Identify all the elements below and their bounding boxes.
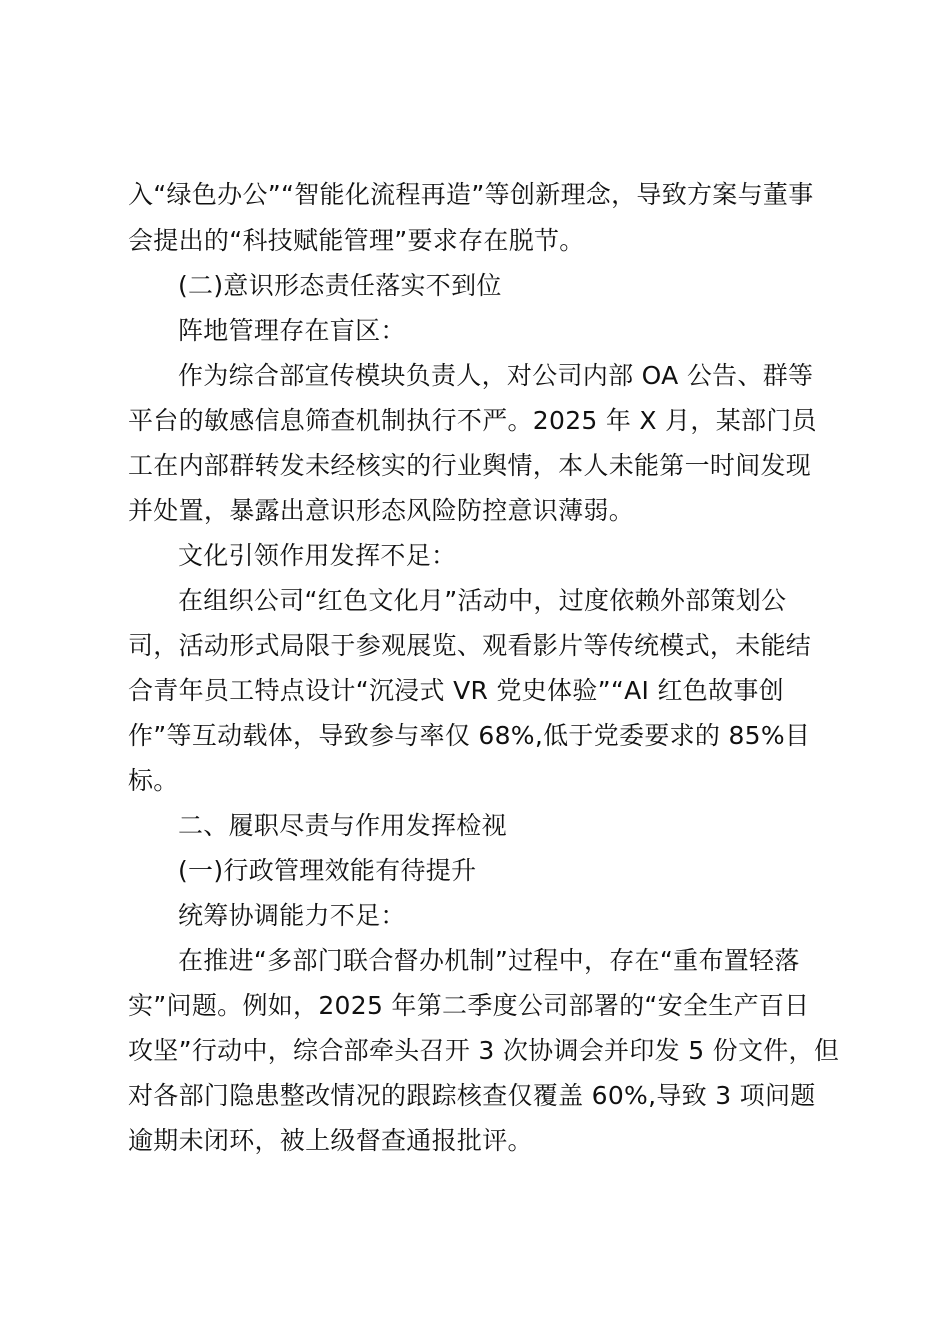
subheading-position-management: 阵地管理存在盲区： bbox=[178, 316, 406, 345]
paragraph-line-5: 作为综合部宣传模块负责人，对公司内部 OA 公告、群等 bbox=[178, 361, 814, 390]
paragraph-line-11: 司，活动形式局限于参观展览、观看影片等传统模式，未能结 bbox=[128, 631, 812, 660]
section-heading-2: (二)意识形态责任落实不到位 bbox=[178, 271, 502, 300]
paragraph-line-14: 标。 bbox=[128, 766, 179, 795]
paragraph-line-22: 逾期未闭环，被上级督查通报批评。 bbox=[128, 1126, 533, 1155]
subheading-culture-leading: 文化引领作用发挥不足： bbox=[178, 541, 457, 570]
paragraph-line-7: 工在内部群转发未经核实的行业舆情，本人未能第一时间发现 bbox=[128, 451, 812, 480]
paragraph-line-2: 会提出的“科技赋能管理”要求存在脱节。 bbox=[128, 226, 585, 255]
paragraph-line-19: 实”问题。例如，2025 年第二季度公司部署的“安全生产百日 bbox=[128, 991, 810, 1020]
paragraph-line-18: 在推进“多部门联合督办机制”过程中，存在“重布置轻落 bbox=[178, 946, 800, 975]
paragraph-line-8: 并处置，暴露出意识形态风险防控意识薄弱。 bbox=[128, 496, 635, 525]
section-heading-two: 二、履职尽责与作用发挥检视 bbox=[178, 811, 507, 840]
paragraph-line-1: 入“绿色办公”“智能化流程再造”等创新理念，导致方案与董事 bbox=[128, 180, 814, 209]
paragraph-line-6: 平台的敏感信息筛查机制执行不严。2025 年 X 月，某部门员 bbox=[128, 406, 817, 435]
section-heading-2-1: (一)行政管理效能有待提升 bbox=[178, 856, 477, 885]
paragraph-line-21: 对各部门隐患整改情况的跟踪核查仅覆盖 60%,导致 3 项问题 bbox=[128, 1081, 816, 1110]
paragraph-line-13: 作”等互动载体，导致参与率仅 68%,低于党委要求的 85%目 bbox=[128, 721, 811, 750]
subheading-coordination: 统筹协调能力不足： bbox=[178, 901, 406, 930]
paragraph-line-10: 在组织公司“红色文化月”活动中，过度依赖外部策划公 bbox=[178, 586, 787, 615]
paragraph-line-12: 合青年员工特点设计“沉浸式 VR 党史体验”“AI 红色故事创 bbox=[128, 676, 784, 705]
paragraph-line-20: 攻坚”行动中，综合部牵头召开 3 次协调会并印发 5 份文件，但 bbox=[128, 1036, 840, 1065]
